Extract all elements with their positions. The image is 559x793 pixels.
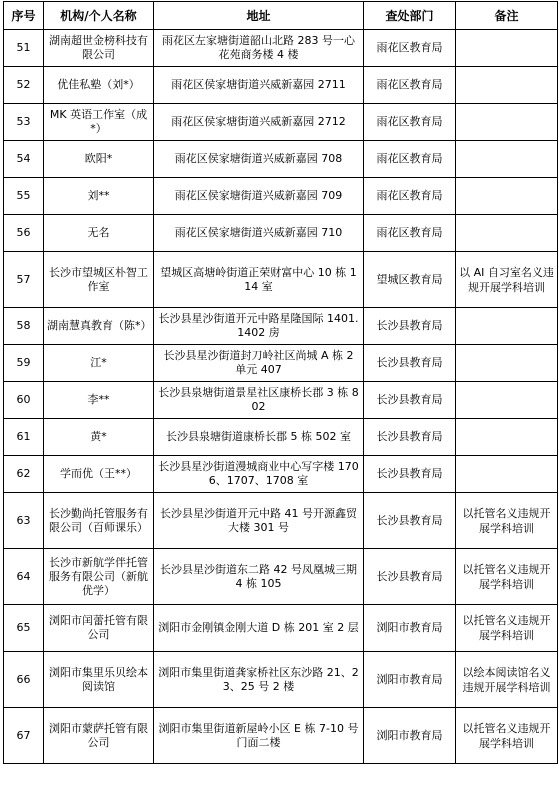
cell-address: 望城区高塘岭街道正荣财富中心 10 栋 114 室	[154, 252, 364, 308]
cell-address: 雨花区侯家塘街道兴威新嘉园 708	[154, 141, 364, 178]
cell-address: 浏阳市金刚镇金刚大道 D 栋 201 室 2 层	[154, 605, 364, 652]
cell-note	[456, 67, 558, 104]
cell-name: 浏阳市蒙萨托管有限公司	[44, 708, 154, 764]
table-row	[4, 30, 558, 67]
cell-dept: 雨花区教育局	[364, 67, 456, 104]
table-row	[4, 493, 558, 549]
table-row	[4, 549, 558, 605]
cell-dept: 雨花区教育局	[364, 104, 456, 141]
table-row	[4, 308, 558, 345]
table-row	[4, 178, 558, 215]
table-row	[4, 382, 558, 419]
header-note: 备注	[456, 2, 558, 30]
cell-no: 64	[4, 549, 44, 605]
cell-note	[456, 308, 558, 345]
cell-name: 欧阳*	[44, 141, 154, 178]
cell-name: 刘**	[44, 178, 154, 215]
cell-name: 浏阳市集里乐贝绘本阅读馆	[44, 652, 154, 708]
cell-no: 57	[4, 252, 44, 308]
cell-no: 66	[4, 652, 44, 708]
cell-note	[456, 345, 558, 382]
table-row	[4, 215, 558, 252]
cell-note: 以托管名义违规开展学科培训	[456, 549, 558, 605]
table-row	[4, 708, 558, 764]
cell-no: 52	[4, 67, 44, 104]
cell-name: 学而优（王**）	[44, 456, 154, 493]
cell-no: 51	[4, 30, 44, 67]
cell-name: 长沙勤尚托管服务有限公司（百师课乐）	[44, 493, 154, 549]
table-row	[4, 141, 558, 178]
cell-no: 54	[4, 141, 44, 178]
cell-note: 以托管名义违规开展学科培训	[456, 708, 558, 764]
cell-note: 以 AI 自习室名义违规开展学科培训	[456, 252, 558, 308]
cell-dept: 浏阳市教育局	[364, 652, 456, 708]
cell-dept: 长沙县教育局	[364, 382, 456, 419]
cell-name: 湖南慧真教育（陈*）	[44, 308, 154, 345]
cell-no: 60	[4, 382, 44, 419]
cell-address: 长沙县星沙街道封刀岭社区尚城 A 栋 2 单元 407	[154, 345, 364, 382]
cell-no: 62	[4, 456, 44, 493]
table-row	[4, 605, 558, 652]
cell-no: 63	[4, 493, 44, 549]
cell-note	[456, 456, 558, 493]
cell-name: 江*	[44, 345, 154, 382]
table-row	[4, 104, 558, 141]
cell-note	[456, 215, 558, 252]
table-row	[4, 419, 558, 456]
cell-name: 黄*	[44, 419, 154, 456]
table-row	[4, 345, 558, 382]
cell-address: 浏阳市集里街道新屋岭小区 E 栋 7-10 号门面二楼	[154, 708, 364, 764]
cell-no: 67	[4, 708, 44, 764]
cell-note	[456, 178, 558, 215]
cell-address: 长沙县泉塘街道景星社区康桥长郡 3 栋 802	[154, 382, 364, 419]
cell-address: 长沙县星沙街道东二路 42 号凤凰城三期 4 栋 105	[154, 549, 364, 605]
header-no: 序号	[4, 2, 44, 30]
cell-address: 长沙县星沙街道开元中路星隆国际 1401. 1402 房	[154, 308, 364, 345]
cell-note: 以绘本阅读馆名义违规开展学科培训	[456, 652, 558, 708]
table-body	[4, 30, 558, 764]
cell-note	[456, 419, 558, 456]
cell-name: 无名	[44, 215, 154, 252]
cell-address: 雨花区侯家塘街道兴威新嘉园 2711	[154, 67, 364, 104]
cell-note: 以托管名义违规开展学科培训	[456, 493, 558, 549]
cell-dept: 雨花区教育局	[364, 215, 456, 252]
cell-name: 长沙市新航学伴托管服务有限公司（新航优学）	[44, 549, 154, 605]
cell-no: 58	[4, 308, 44, 345]
cell-name: 湖南超世金榜科技有限公司	[44, 30, 154, 67]
header-dept: 查处部门	[364, 2, 456, 30]
cell-dept: 长沙县教育局	[364, 419, 456, 456]
header-address: 地址	[154, 2, 364, 30]
cell-dept: 长沙县教育局	[364, 308, 456, 345]
cell-note	[456, 141, 558, 178]
cell-dept: 雨花区教育局	[364, 178, 456, 215]
cell-no: 55	[4, 178, 44, 215]
cell-note: 以托管名义违规开展学科培训	[456, 605, 558, 652]
cell-dept: 浏阳市教育局	[364, 605, 456, 652]
cell-dept: 长沙县教育局	[364, 493, 456, 549]
table-row	[4, 67, 558, 104]
cell-dept: 雨花区教育局	[364, 30, 456, 67]
cell-note	[456, 104, 558, 141]
table-header-row	[4, 2, 558, 30]
cell-address: 雨花区侯家塘街道兴威新嘉园 2712	[154, 104, 364, 141]
cell-no: 53	[4, 104, 44, 141]
cell-dept: 浏阳市教育局	[364, 708, 456, 764]
cell-dept: 长沙县教育局	[364, 549, 456, 605]
cell-no: 56	[4, 215, 44, 252]
cell-address: 浏阳市集里街道龚家桥社区东沙路 21、23、25 号 2 楼	[154, 652, 364, 708]
cell-name: 李**	[44, 382, 154, 419]
cell-address: 雨花区侯家塘街道兴威新嘉园 710	[154, 215, 364, 252]
cell-address: 长沙县泉塘街道康桥长郡 5 栋 502 室	[154, 419, 364, 456]
table-row	[4, 456, 558, 493]
cell-no: 65	[4, 605, 44, 652]
cell-no: 59	[4, 345, 44, 382]
table-row	[4, 252, 558, 308]
cell-dept: 雨花区教育局	[364, 141, 456, 178]
header-name: 机构/个人名称	[44, 2, 154, 30]
cell-name: 浏阳市闰蕾托管有限公司	[44, 605, 154, 652]
table-row	[4, 652, 558, 708]
cell-address: 雨花区左家塘街道韶山北路 283 号一心花苑商务楼 4 楼	[154, 30, 364, 67]
cell-dept: 长沙县教育局	[364, 345, 456, 382]
violation-table	[3, 1, 558, 764]
cell-dept: 望城区教育局	[364, 252, 456, 308]
cell-address: 雨花区侯家塘街道兴威新嘉园 709	[154, 178, 364, 215]
cell-name: 长沙市望城区朴智工作室	[44, 252, 154, 308]
cell-address: 长沙县星沙街道漫城商业中心写字楼 1706、1707、1708 室	[154, 456, 364, 493]
cell-name: MK 英语工作室（成*）	[44, 104, 154, 141]
cell-dept: 长沙县教育局	[364, 456, 456, 493]
cell-name: 优佳私塾（刘*）	[44, 67, 154, 104]
cell-no: 61	[4, 419, 44, 456]
cell-note	[456, 30, 558, 67]
cell-note	[456, 382, 558, 419]
cell-address: 长沙县星沙街道开元中路 41 号开源鑫贸大楼 301 号	[154, 493, 364, 549]
